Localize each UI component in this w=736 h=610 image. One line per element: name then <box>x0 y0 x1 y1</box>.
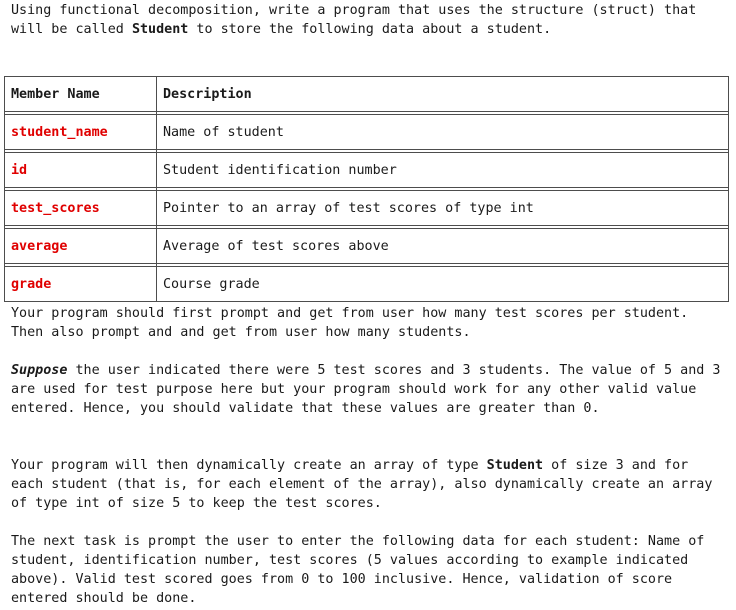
dynamic-text-before: Your program will then dynamically create an array of type <box>11 458 487 473</box>
table-row <box>5 267 729 302</box>
input-task-paragraph: The next task is prompt the user to enter the following data for each student: Name of student, identification number, test scores (5 values according to example indicated above). Valid test scored goes from 0 to 100 inclusive. Hence, validation of score entered should be done. <box>11 534 705 606</box>
description-cell: Average of test scores above <box>157 229 729 264</box>
member-name-cell: id <box>5 153 157 188</box>
example-paragraph <box>11 361 726 418</box>
table-row <box>5 115 729 150</box>
member-name-cell: grade <box>5 267 157 302</box>
table-row <box>5 153 729 188</box>
description-cell: Course grade <box>157 267 729 302</box>
description-cell: Pointer to an array of test scores of type int <box>157 191 729 226</box>
table-header-row <box>5 77 729 112</box>
struct-name: Student <box>131 22 189 37</box>
description-cell: Name of student <box>157 115 729 150</box>
intro-paragraph <box>11 1 726 39</box>
description-cell: Student identification number <box>157 153 729 188</box>
member-name-cell: test_scores <box>5 191 157 226</box>
header-description: Description <box>157 77 729 112</box>
struct-members-table <box>4 76 729 302</box>
example-text: the user indicated there were 5 test scores and 3 students. The value of 5 and 3 are used for test purpose here but your program should work for any other valid value entered. Hence, you should validate that these values are greater than 0. <box>11 363 721 416</box>
intro-text-before: Using functional decomposition, write a program that uses the structure (struct) that will be called <box>11 3 697 37</box>
dynamic-array-paragraph <box>11 456 726 513</box>
prompt-counts-paragraph: Your program should first prompt and get from user how many test scores per student. Then also prompt and and get from user how many students. <box>11 306 689 340</box>
table-row <box>5 191 729 226</box>
member-name-cell: average <box>5 229 157 264</box>
intro-text-after: to store the following data about a student. <box>188 22 552 37</box>
member-name-cell: student_name <box>5 115 157 150</box>
dynamic-text-after: of size 3 and for each student (that is, for each element of the array), also dynamically create an array of type int of size 5 to keep the test scores. <box>11 458 713 511</box>
suppose-emphasis: Suppose <box>11 363 68 378</box>
table-row <box>5 229 729 264</box>
student-type-name: Student <box>486 458 544 473</box>
header-member-name: Member Name <box>5 77 157 112</box>
